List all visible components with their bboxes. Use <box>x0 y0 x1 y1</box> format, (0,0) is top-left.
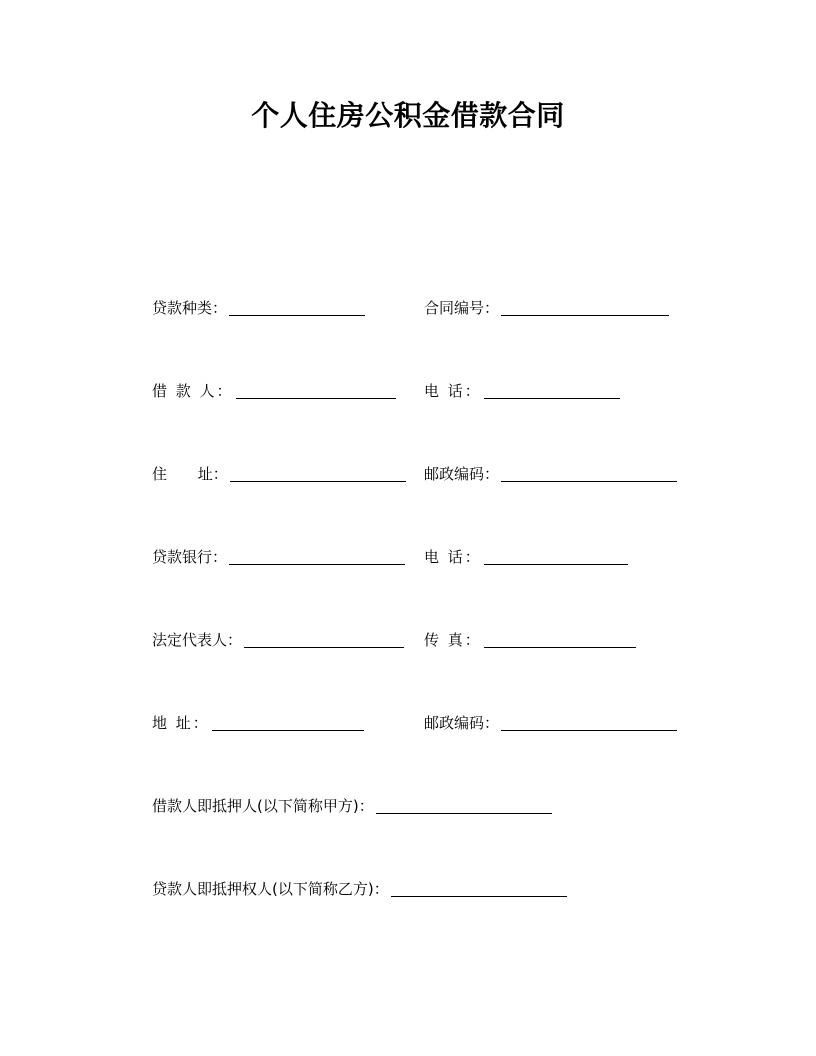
party-b-blank[interactable] <box>391 878 567 897</box>
borrower-label: 借 款 人： <box>152 382 234 400</box>
bank-address-label: 地 址： <box>152 714 210 732</box>
address-label: 住 址： <box>152 465 228 483</box>
party-b-field <box>152 877 567 899</box>
legal-rep-label: 法定代表人： <box>152 631 243 649</box>
loan-type-label: 贷款种类： <box>152 299 228 317</box>
lending-bank-field <box>152 545 405 567</box>
bank-phone-field <box>424 545 628 567</box>
borrower-field <box>152 379 396 401</box>
contract-no-field <box>424 296 669 318</box>
fax-blank[interactable] <box>484 629 636 648</box>
party-b-label: 贷款人即抵押权人(以下简称乙方)： <box>152 880 389 898</box>
borrower-phone-blank[interactable] <box>484 380 620 399</box>
fax-label: 传 真： <box>424 631 482 649</box>
bank-postal-code-field <box>424 711 677 733</box>
document-title: 个人住房公积金借款合同 <box>251 99 565 132</box>
borrower-phone-field <box>424 379 620 401</box>
legal-rep-field <box>152 628 404 650</box>
bank-phone-label: 电 话： <box>424 548 482 566</box>
borrower-phone-label: 电 话： <box>424 382 482 400</box>
bank-postal-code-label: 邮政编码： <box>424 714 500 732</box>
postal-code-label: 邮政编码： <box>424 465 500 483</box>
loan-type-field <box>152 296 365 318</box>
lending-bank-label: 贷款银行： <box>152 548 228 566</box>
loan-type-blank[interactable] <box>229 297 365 316</box>
party-a-label: 借款人即抵押人(以下简称甲方)： <box>152 797 374 815</box>
bank-address-blank[interactable] <box>212 712 364 731</box>
borrower-blank[interactable] <box>236 380 396 399</box>
address-field <box>152 462 406 484</box>
bank-phone-blank[interactable] <box>484 546 628 565</box>
lending-bank-blank[interactable] <box>229 546 405 565</box>
address-blank[interactable] <box>230 463 406 482</box>
postal-code-field <box>424 462 677 484</box>
contract-no-blank[interactable] <box>501 297 669 316</box>
bank-address-field <box>152 711 364 733</box>
party-a-field <box>152 794 552 816</box>
party-a-blank[interactable] <box>376 795 552 814</box>
bank-postal-code-blank[interactable] <box>501 712 677 731</box>
contract-no-label: 合同编号： <box>424 299 500 317</box>
fax-field <box>424 628 636 650</box>
legal-rep-blank[interactable] <box>244 629 404 648</box>
postal-code-blank[interactable] <box>501 463 677 482</box>
